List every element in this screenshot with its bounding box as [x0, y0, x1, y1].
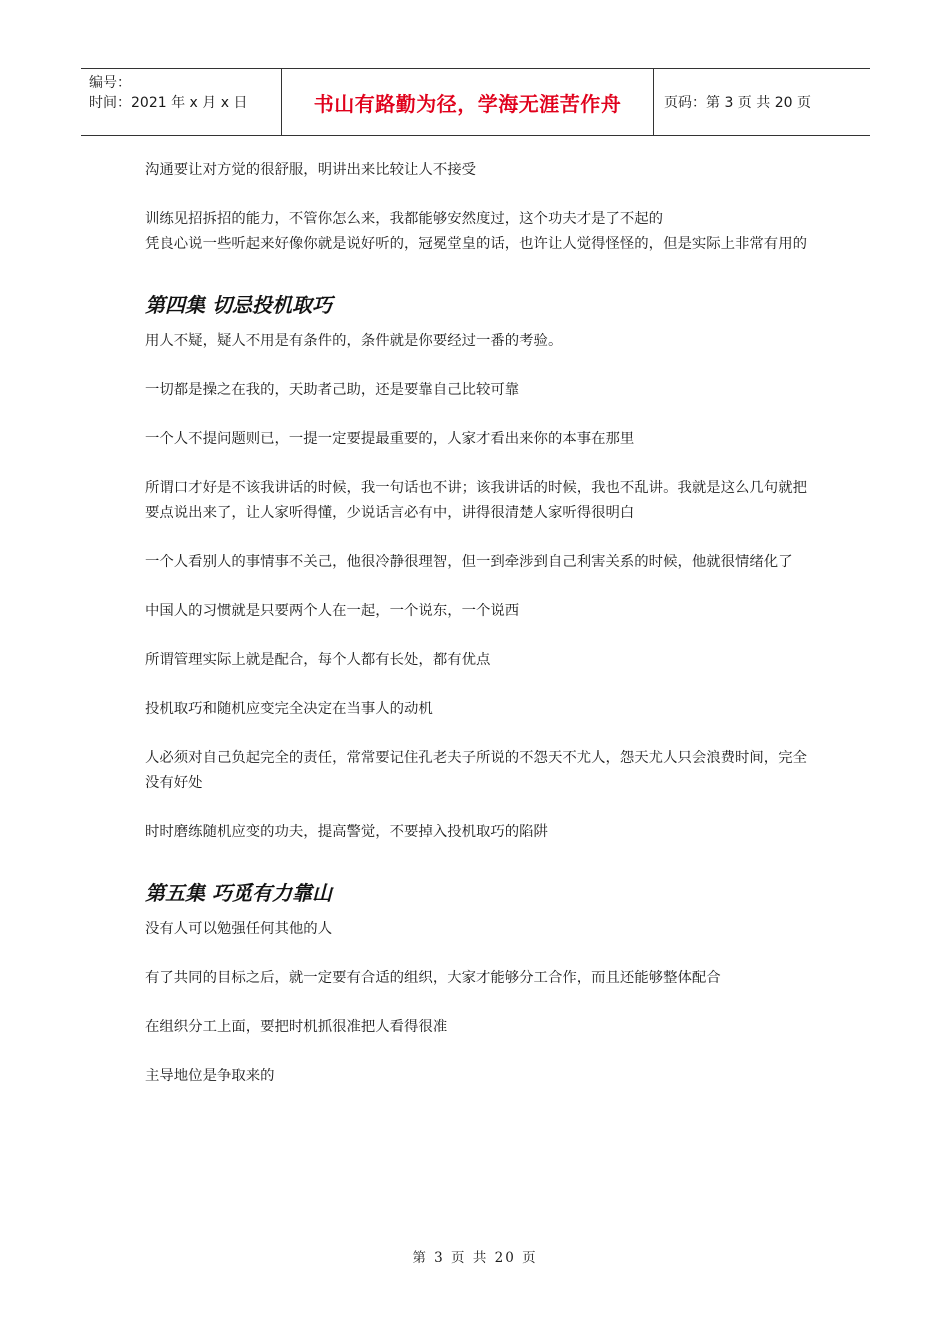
- paragraph: 一切都是操之在我的，天助者己助，还是要靠自己比较可靠: [145, 382, 520, 398]
- paragraph: 凭良心说一些听起来好像你就是说好听的，冠冕堂皇的话，也许让人觉得怪怪的，但是实际上非常有用的: [145, 236, 807, 252]
- paragraph: 主导地位是争取来的: [145, 1068, 275, 1084]
- page-footer: 第 3 页 共 20 页: [412, 1250, 538, 1266]
- header-motto: 书山有路勤为径，学海无涯苦作舟: [313, 91, 622, 116]
- document-header: [81, 68, 870, 136]
- paragraph: 没有人可以勉强任何其他的人: [145, 921, 333, 937]
- header-meta: [81, 69, 282, 135]
- paragraph: 所谓口才好是不该我讲话的时候，我一句话也不讲；该我讲话的时候，我也不乱讲。我就是这么几句就把要点说出来了，让人家听得懂，少说话言必有中，讲得很清楚人家听得很明白: [145, 480, 807, 521]
- header-motto-cell: [282, 69, 654, 135]
- document-number-label: 编号：: [89, 75, 131, 91]
- paragraph: 人必须对自己负起完全的责任，常常要记住孔老夫子所说的不怨天不尤人，怨天尤人只会浪费时间，完全没有好处: [145, 750, 807, 791]
- header-page-label: 页码：第 3 页 共 20 页: [664, 95, 811, 111]
- paragraph: 一个人看别人的事情事不关己，他很冷静很理智，但一到牵涉到自己利害关系的时候，他就很情绪化了: [145, 554, 793, 570]
- document-body: [145, 158, 810, 1089]
- paragraph: 沟通要让对方觉的很舒服，明讲出来比较让人不接受: [145, 162, 476, 178]
- paragraph: 在组织分工上面，要把时机抓很准把人看得很准: [145, 1019, 448, 1035]
- header-page-cell: [654, 69, 870, 135]
- section-heading: 第五集 巧觅有力靠山: [145, 881, 332, 905]
- paragraph: 用人不疑，疑人不用是有条件的，条件就是你要经过一番的考验。: [145, 333, 563, 349]
- section-heading: 第四集 切忌投机取巧: [145, 293, 332, 317]
- paragraph: 投机取巧和随机应变完全决定在当事人的动机: [145, 701, 433, 717]
- paragraph: 中国人的习惯就是只要两个人在一起，一个说东，一个说西: [145, 603, 520, 619]
- paragraph: 所谓管理实际上就是配合，每个人都有长处，都有优点: [145, 652, 491, 668]
- paragraph: 训练见招拆招的能力，不管你怎么来，我都能够安然度过，这个功夫才是了不起的: [145, 211, 664, 227]
- document-date-label: 时间：2021 年 x 月 x 日: [89, 95, 248, 111]
- paragraph: 有了共同的目标之后，就一定要有合适的组织，大家才能够分工合作，而且还能够整体配合: [145, 970, 721, 986]
- paragraph: 一个人不提问题则已，一提一定要提最重要的，人家才看出来你的本事在那里: [145, 431, 635, 447]
- paragraph: 时时磨练随机应变的功夫，提高警觉，不要掉入投机取巧的陷阱: [145, 824, 548, 840]
